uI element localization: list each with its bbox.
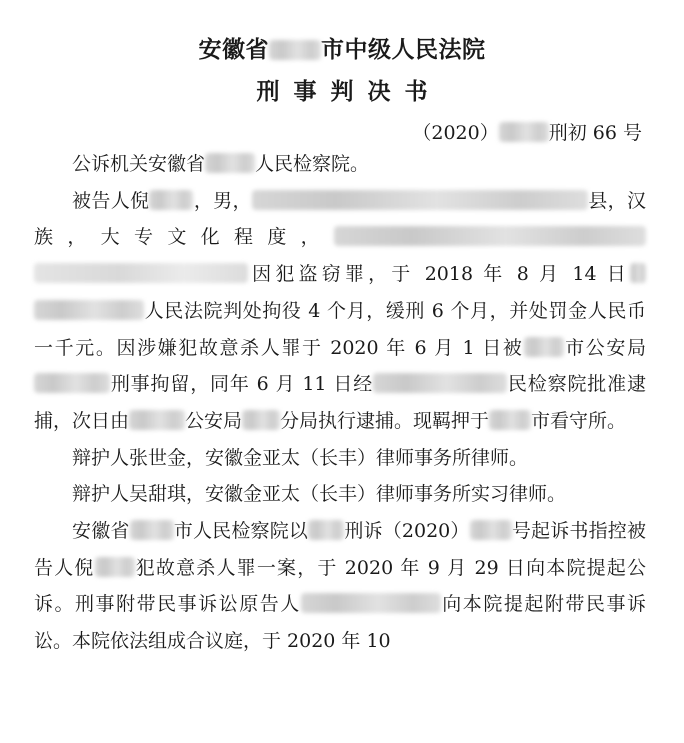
redaction-blur xyxy=(252,190,588,210)
redaction-blur xyxy=(95,557,135,577)
judgment-body xyxy=(34,146,646,660)
prosecution-text-2: 市人民检察院以 xyxy=(173,520,309,543)
defendant-text-2: ，男， xyxy=(193,189,252,212)
redaction-blur xyxy=(34,263,248,283)
defendant-text-7: 刑事拘留，同年 6 月 11 日经 xyxy=(110,373,374,396)
case-number-prefix: （2020） xyxy=(412,122,499,144)
defendant-text-3: 县，汉族，大专文化程度， xyxy=(34,189,646,249)
redaction-blur xyxy=(301,593,441,613)
prosecutor-text-2: 人民检察院。 xyxy=(255,153,370,175)
paragraph-defendant xyxy=(34,183,646,440)
case-number xyxy=(412,118,642,148)
court-title-prefix: 安徽省 xyxy=(198,37,269,63)
redaction-blur xyxy=(334,226,646,246)
redaction-blur xyxy=(308,520,344,540)
redaction-blur xyxy=(470,520,512,540)
prosecution-text-4: 号起诉书指控被告人倪 xyxy=(34,520,646,579)
prosecution-text-1: 安徽省 xyxy=(72,520,130,543)
prosecution-text-6: 向本院提起附带民事诉讼。本院依法组成合议庭，于 2020 年 10 xyxy=(34,593,646,653)
defendant-text-6: 市公安局 xyxy=(563,336,646,359)
paragraph-defender-2: 辩护人吴甜琪，安徽金亚太（长丰）律师事务所实习律师。 xyxy=(72,483,567,506)
redaction-blur xyxy=(130,520,174,540)
defendant-text-4: 因犯盗窃罪，于 2018 年 8 月 14 日 xyxy=(248,263,630,286)
redaction-blur xyxy=(34,373,110,393)
redaction-blur xyxy=(630,263,646,283)
document-title: 刑事判决书 xyxy=(256,79,442,105)
redaction-blur xyxy=(373,373,507,393)
case-number-suffix: 刑初 66 号 xyxy=(548,122,642,144)
paragraph-prosecutor xyxy=(34,146,646,183)
defendant-text-8: 民检察院批准逮捕，次日由 xyxy=(34,373,646,432)
paragraph-defender-1: 辩护人张世金，安徽金亚太（长丰）律师事务所律师。 xyxy=(72,446,529,469)
redaction-blur xyxy=(34,300,144,320)
redaction-blur xyxy=(129,410,185,430)
defendant-text-1: 被告人倪 xyxy=(72,189,150,212)
paragraph-prosecution xyxy=(34,513,646,660)
redaction-blur xyxy=(149,190,193,210)
prosecution-text-5: 犯故意杀人罪一案，于 2020 年 9 月 29 日向本院提起公诉。刑事附带民事诉讼原告人 xyxy=(34,556,646,616)
prosecution-text-3: 刑诉（2020） xyxy=(344,520,470,543)
prosecutor-text-1: 公诉机关安徽省 xyxy=(72,153,206,175)
court-title-suffix: 市中级人民法院 xyxy=(321,37,486,63)
redaction-blur xyxy=(242,410,280,430)
redaction-blur xyxy=(524,337,564,357)
redaction-blur xyxy=(269,40,321,60)
defendant-text-10: 分局执行逮捕。现羁押于 xyxy=(280,409,490,432)
court-title xyxy=(0,34,684,66)
defendant-text-9: 公安局 xyxy=(185,409,243,432)
redaction-blur xyxy=(205,153,255,173)
redaction-blur xyxy=(489,410,531,430)
redaction-blur xyxy=(499,122,549,142)
defendant-text-11: 市看守所。 xyxy=(531,409,627,432)
defendant-text-5: 人民法院判处拘役 4 个月，缓刑 6 个月，并处罚金人民币一千元。因涉嫌犯故意杀人罪于 2020 年 6 月 1 日被 xyxy=(34,299,646,359)
